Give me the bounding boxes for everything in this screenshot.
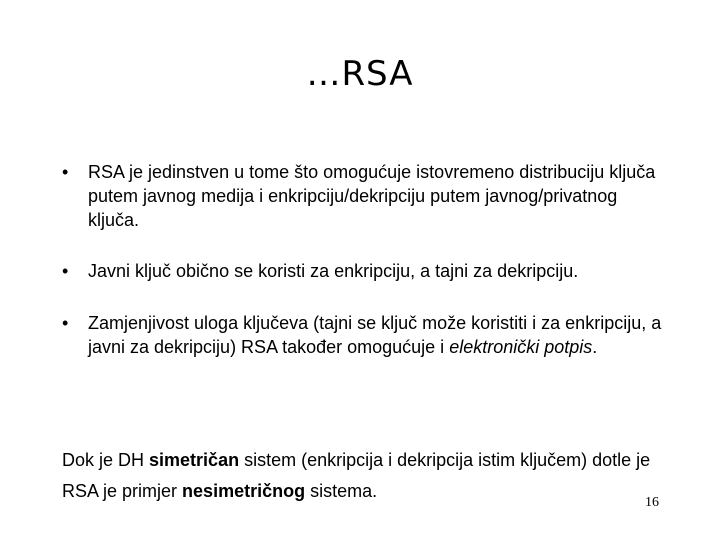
slide-title: …RSA bbox=[306, 54, 414, 94]
conclusion-text: sistem (enkripcija i dekripcija istim ključem) dotle je RSA je primjer bbox=[62, 450, 651, 501]
bullet-text: Javni ključ obično se koristi za enkripciju, a tajni za dekripciju. bbox=[88, 261, 579, 281]
bullet-text: RSA je jedinstven u tome što omogućuje istovremeno distribuciju ključa putem javnog medija i enkripciju/dekripciju putem javnog/privatnog ključa. bbox=[88, 162, 656, 230]
conclusion-paragraph bbox=[62, 445, 672, 507]
bullet-text-italic: elektronički potpis bbox=[449, 337, 593, 357]
bullet-item bbox=[62, 259, 662, 283]
bullet-item bbox=[62, 311, 662, 359]
conclusion-text: sistema. bbox=[305, 481, 378, 501]
page-number: 16 bbox=[645, 495, 659, 510]
conclusion-bold: nesimetričnog bbox=[182, 481, 306, 501]
bullet-text-end: . bbox=[592, 337, 598, 357]
conclusion-text: Dok je DH bbox=[62, 450, 150, 470]
bullet-list bbox=[62, 160, 662, 359]
bullet-text: Zamjenjivost uloga ključeva (tajni se ključ može koristiti i za enkripciju, a javni za dekripciju) RSA također omogućuje i bbox=[88, 313, 662, 357]
bullet-marker: • bbox=[62, 162, 69, 182]
bullet-item bbox=[62, 160, 662, 232]
bullet-marker: • bbox=[62, 313, 69, 333]
bullet-marker: • bbox=[62, 261, 69, 281]
conclusion-bold: simetričan bbox=[149, 450, 240, 470]
